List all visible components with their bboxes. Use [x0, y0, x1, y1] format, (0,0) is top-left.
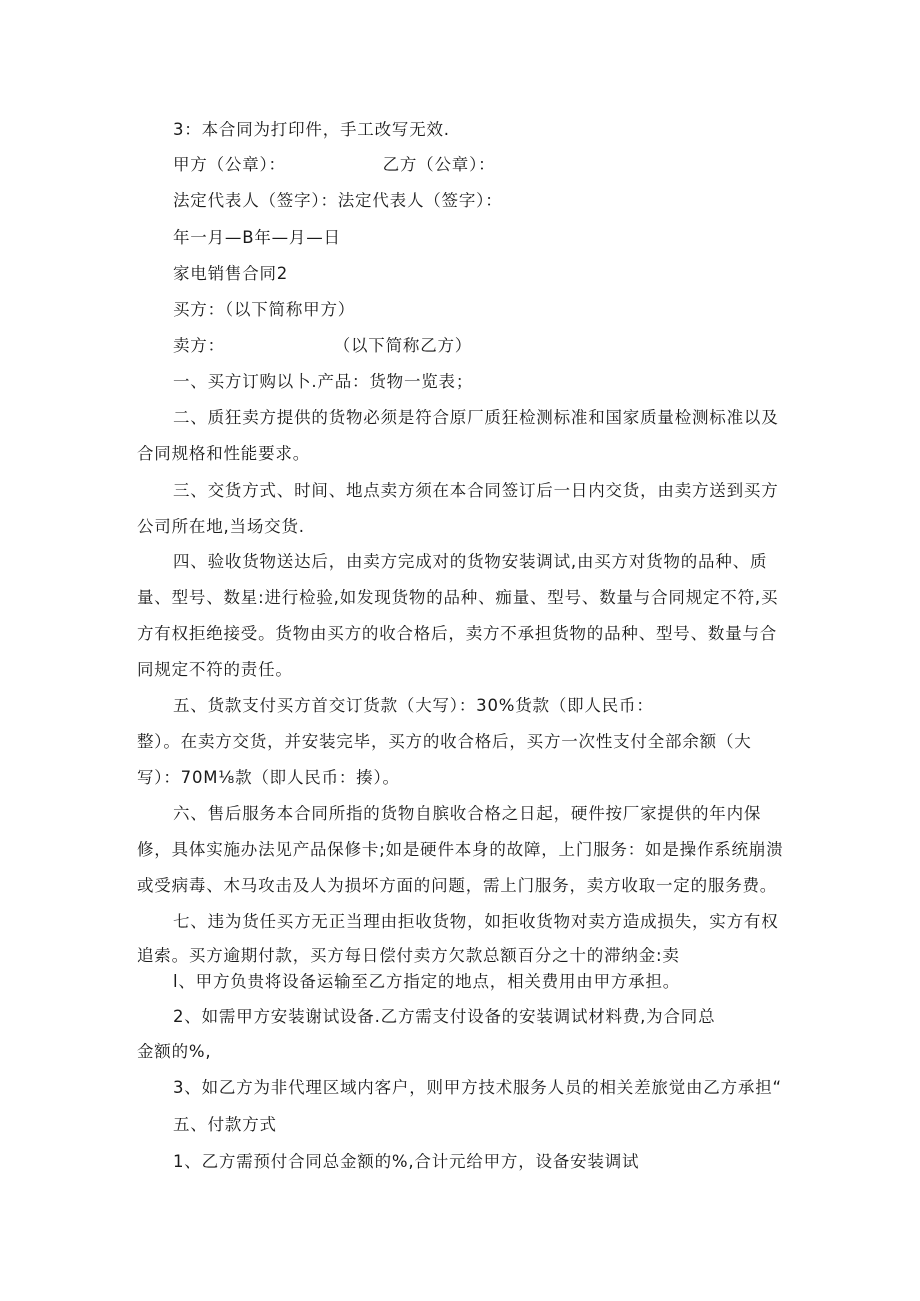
text-line: 整）。在卖方交货，并安装完毕，买方的收合格后，买方一次性支付全部余额（大	[137, 732, 752, 751]
text-line: 卖方： （以下简称乙方）	[173, 336, 473, 355]
text-line: 甲方（公章）： 乙方（公章）：	[173, 155, 496, 174]
text-line: 写）：70M⅛款（即人民币：揍）。	[137, 768, 400, 787]
text-line: 同规定不符的责任。	[137, 660, 293, 679]
text-line: l、甲方负贵将设备运输至乙方指定的地点，相关费用由甲方承担。	[173, 972, 681, 991]
text-line: 3：本合同为打印件，手工改写无效.	[173, 120, 450, 139]
text-line: 2、如需甲方安装谢试设备.乙方需支付设备的安装调试材料费,为合同总	[173, 1007, 716, 1026]
text-line: 五、货款支付买方首交订货款（大写）：30%货款（即人民币：	[173, 696, 654, 715]
text-line: 方有权拒绝接受。货物由买方的收合格后，卖方不承担货物的品种、型号、数量与合	[137, 624, 778, 643]
text-line: 家电销售合同2	[173, 264, 289, 283]
text-line: 五、付款方式	[173, 1115, 277, 1134]
text-line: 公司所在地,当场交货.	[137, 517, 305, 536]
text-line: 修，具体实施办法见产品保修卡;如是硬件本身的故障，上门服务：如是操作系统崩溃	[137, 840, 784, 859]
text-line: 年一月—B年—月—日	[173, 228, 341, 247]
text-line: 一、买方订购以卜.产品：货物一览表；	[173, 372, 474, 391]
text-line: 3、如乙方为非代理区域内客户，则甲方技术服务人员的相关差旅觉由乙方承担“	[173, 1078, 782, 1097]
text-line: 金额的%,	[137, 1042, 212, 1061]
text-line: 六、售后服务本合同所指的货物自膑收合格之日起，硬件按厂家提供的年内保	[173, 804, 762, 823]
text-line: 或受病毒、木马攻击及人为损坏方面的问题，需上门服务，卖方收取一定的服务费。	[137, 876, 778, 895]
text-line: 三、交货方式、时间、地点卖方须在本合同签订后一日内交货，由卖方送到买方	[173, 481, 779, 500]
text-line: 合同规格和性能要求。	[137, 444, 310, 463]
text-line: 二、质狂卖方提供的货物必须是符合原厂质狂检测标准和国家质量检测标准以及	[173, 408, 779, 427]
text-line: 1、乙方需预付合同总金额的%,合计元给甲方，设备安装调试	[173, 1152, 640, 1171]
text-line: 七、违为货任买方无正当理由拒收货物，如拒收货物对卖方造成损失，实方有权	[173, 912, 779, 931]
text-line: 追索。买方逾期付款，买方每日偿付卖方欠款总额百分之十的滞纳金:卖	[137, 946, 680, 965]
text-line: 买方：（以下简称甲方）	[173, 300, 356, 319]
text-line: 法定代表人（签字）：法定代表人（签字）：	[173, 191, 503, 210]
text-line: 量、型号、数星:进行检验,如发现货物的品种、痂量、型号、数量与合同规定不符,买	[137, 588, 779, 607]
text-line: 四、验收货物送达后，由卖方完成对的货物安装调试,由买方对货物的品种、质	[173, 552, 768, 571]
